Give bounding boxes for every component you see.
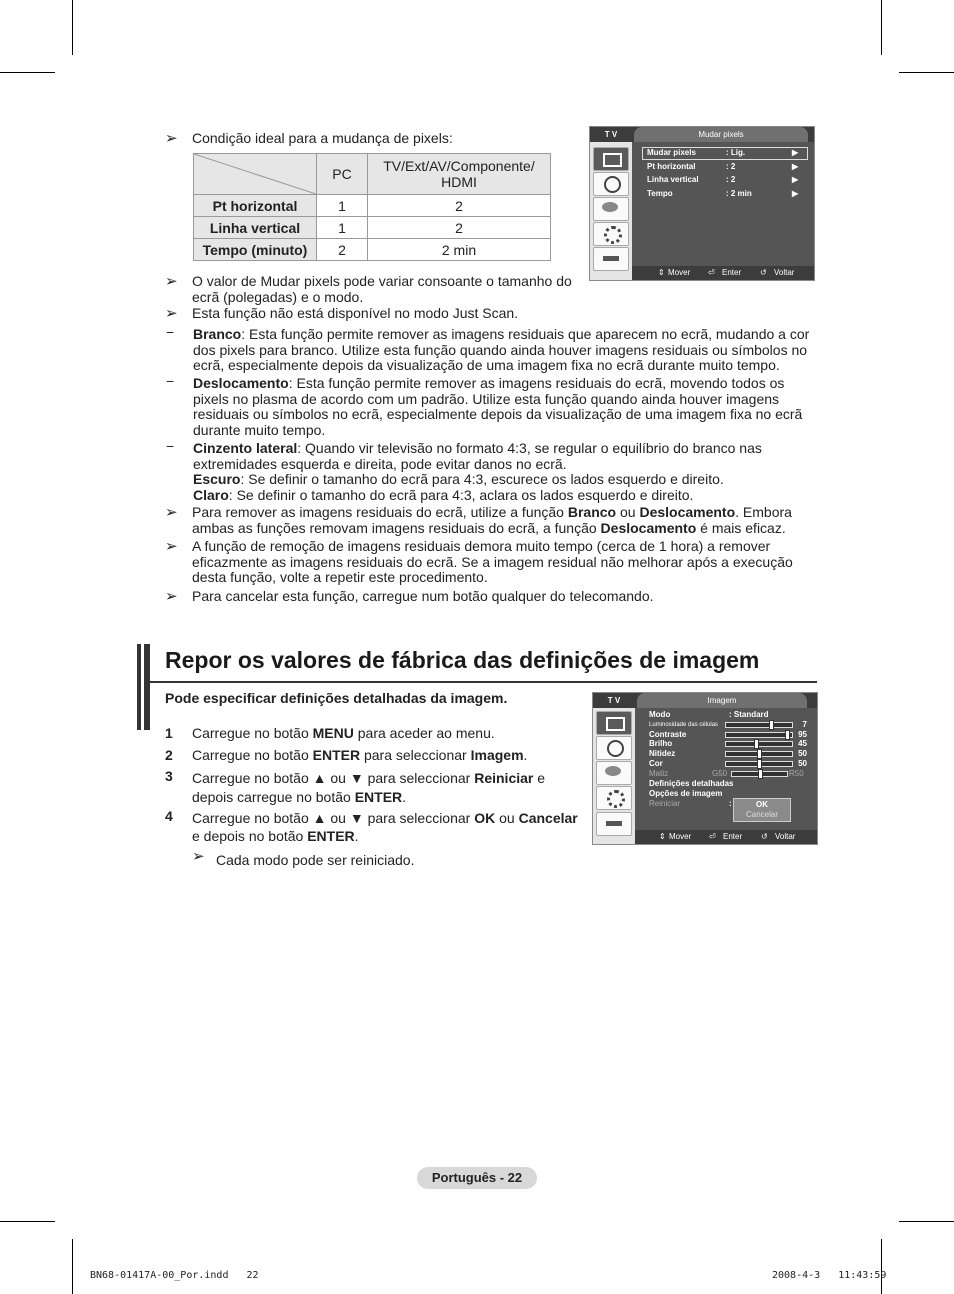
sound-icon[interactable]: [593, 172, 629, 196]
return-icon: ↺: [760, 268, 767, 277]
term: ENTER: [307, 828, 355, 844]
arrow-icon: ➢: [165, 273, 178, 290]
menu-title: Imagem: [637, 693, 807, 708]
enter-icon: ⏎: [709, 832, 716, 841]
page-number-badge: Português - 22: [417, 1167, 537, 1189]
text: para aceder ao menu.: [353, 725, 495, 741]
arrow-icon: ➢: [165, 130, 178, 147]
step-number: 2: [165, 747, 173, 763]
footer-enter: Enter: [722, 268, 742, 277]
table-header-tv: TV/Ext/AV/Componente/ HDMI: [368, 154, 551, 195]
row-label: Linha vertical: [194, 217, 317, 239]
move-icon: ⇕: [659, 832, 666, 841]
term: Imagem: [470, 747, 524, 763]
para-cinzento: [193, 441, 810, 503]
slug-file: BN68-01417A-00_Por.indd 22: [90, 1270, 259, 1281]
matiz-right: R50: [789, 769, 804, 778]
pixel-shift-table: [193, 153, 551, 261]
section-title: Repor os valores de fábrica das definições de imagem: [165, 647, 760, 673]
slider-track[interactable]: [725, 732, 793, 738]
crop-mark: [881, 0, 882, 55]
move-icon: ⇕: [658, 268, 665, 277]
cell-tv: 2 min: [368, 239, 551, 261]
sound-icon[interactable]: [596, 736, 632, 760]
text: Carregue no botão: [192, 747, 313, 763]
channel-icon[interactable]: [596, 761, 632, 785]
cell-tv: 2: [368, 195, 551, 217]
picture-icon[interactable]: [593, 147, 629, 171]
menu-row-label[interactable]: Pt horizontal: [647, 162, 696, 171]
slider-value: 45: [798, 739, 807, 748]
text: . Embora ambas as funções removam imagens residuais do ecrã, a função: [192, 504, 792, 536]
bullet-dash: −: [166, 324, 175, 340]
return-icon: ↺: [761, 832, 768, 841]
slider-track[interactable]: [725, 751, 793, 757]
menu-footer: [632, 266, 814, 280]
menu-row-value: : 2: [726, 162, 736, 171]
term: Deslocamento: [600, 519, 697, 536]
term-escuro: Escuro: [193, 471, 241, 487]
slug-date: 2008-4-3 11:43:59: [772, 1270, 887, 1281]
section-bar: [137, 644, 141, 730]
term: Reiniciar: [474, 770, 534, 786]
right-arrow-icon: ▶: [792, 189, 799, 198]
tip-reiniciado: Cada modo pode ser reiniciado.: [216, 852, 415, 868]
section-rule: [150, 681, 817, 683]
menu-row-value: : 2 min: [726, 189, 752, 198]
menu-row-value: : Lig.: [726, 148, 746, 157]
ok-option[interactable]: OK: [756, 800, 768, 809]
step-1: [192, 726, 582, 742]
menu-row-label[interactable]: Tempo: [647, 189, 673, 198]
footer-voltar: Voltar: [774, 268, 795, 277]
term: Branco: [567, 504, 617, 520]
menu-sidebar: [590, 142, 632, 280]
slider-track[interactable]: [725, 722, 793, 728]
text: Carregue no botão ▲ ou ▼ para seleccionar: [192, 810, 475, 826]
footer-mover: Mover: [669, 832, 692, 841]
menu-row-label[interactable]: Linha vertical: [647, 175, 699, 184]
text-branco: : Esta função permite remover as imagens residuais que aparecem no ecrã, mudando a cor dos pixels para branco. Utilize esta função quando ainda houver imagens residuais ou símbolos no ecrã, especialmente depois da visualização de uma imagem fixa no ecrã durante muito tempo.: [193, 326, 810, 373]
bullet-dash: −: [166, 438, 175, 454]
slider-knob[interactable]: [757, 749, 762, 759]
right-arrow-icon: ▶: [792, 162, 799, 171]
slider-value: 7: [802, 720, 807, 729]
text: Carregue no botão: [192, 725, 313, 741]
right-arrow-icon: ▶: [792, 175, 799, 184]
slider-value: 50: [798, 759, 807, 768]
term: Deslocamento: [639, 504, 736, 520]
step-number: 4: [165, 808, 173, 824]
term-deslocamento: Deslocamento: [193, 375, 289, 391]
input-icon[interactable]: [596, 812, 632, 836]
step-4: [192, 809, 587, 845]
menu-row-label[interactable]: Definições detalhadas: [649, 779, 734, 788]
slider-knob[interactable]: [757, 759, 762, 769]
slider-knob[interactable]: [754, 739, 759, 749]
slider-knob[interactable]: [785, 730, 790, 740]
menu-row-value: : 2: [726, 175, 736, 184]
crop-mark: [899, 1221, 954, 1222]
text: .: [402, 789, 407, 805]
menu-footer: [635, 830, 817, 844]
term-branco: Branco: [193, 326, 242, 342]
arrow-icon: ➢: [165, 538, 178, 555]
slider-label[interactable]: Nitidez: [649, 749, 676, 758]
slider-label[interactable]: Brilho: [649, 739, 673, 748]
text: Carregue no botão ▲ ou ▼ para seleccionar: [192, 770, 475, 786]
footer-enter: Enter: [723, 832, 743, 841]
footer-voltar: Voltar: [775, 832, 796, 841]
tip-remover: [192, 505, 812, 536]
tip-ideal: Condição ideal para a mudança de pixels:: [192, 130, 453, 146]
text-cinzento: : Quando vir televisão no formato 4:3, se regular o equilíbrio do branco nas extremidades esquerda e direita, pode evitar danos no ecrã.: [193, 440, 762, 472]
term: OK: [474, 810, 496, 826]
slider-track[interactable]: [725, 741, 793, 747]
step-number: 3: [165, 768, 173, 784]
modo-value: : Standard: [729, 710, 769, 719]
menu-main: [632, 142, 814, 266]
tv-menu-imagem: [592, 692, 818, 845]
input-icon[interactable]: [593, 247, 629, 271]
matiz-label[interactable]: Matiz: [649, 769, 669, 778]
matiz-track[interactable]: [731, 771, 788, 777]
text: é mais eficaz.: [696, 519, 786, 536]
slider-knob[interactable]: [769, 720, 774, 730]
row-label: Pt horizontal: [194, 195, 317, 217]
term: Cancelar: [518, 810, 578, 826]
bullet-dash: −: [166, 373, 175, 389]
term: ENTER: [312, 747, 361, 763]
arrow-icon: ➢: [165, 305, 178, 322]
matiz-left: G50: [712, 769, 728, 778]
right-arrow-icon: ▶: [792, 148, 799, 157]
arrow-icon: ➢: [192, 848, 205, 865]
modo-label[interactable]: Modo: [649, 710, 671, 719]
term-cinzento: Cinzento lateral: [193, 440, 298, 456]
slider-knob[interactable]: [758, 769, 763, 779]
diagonal-line: [194, 154, 316, 194]
table-row: [194, 195, 551, 217]
enter-icon: ⏎: [708, 268, 715, 277]
text: e depois no botão: [192, 828, 308, 844]
cell-tv: 2: [368, 217, 551, 239]
slider-track[interactable]: [725, 761, 793, 767]
table-header-pc: PC: [317, 154, 368, 195]
step-3: [192, 769, 567, 807]
menu-title: Mudar pixels: [634, 127, 808, 142]
slider-label[interactable]: Contraste: [649, 730, 687, 739]
text: e depois carregue no botão: [192, 770, 546, 805]
tv-menu-mudar-pixels: [589, 126, 815, 281]
menu-row-label[interactable]: Opções de imagem: [649, 789, 723, 798]
slider-value: 95: [798, 730, 807, 739]
arrow-icon: ➢: [165, 504, 178, 521]
setup-icon[interactable]: [593, 222, 629, 246]
cell-pc: 1: [317, 217, 368, 239]
term-claro: Claro: [193, 486, 229, 503]
text: ou: [495, 810, 519, 826]
slider-value: 50: [798, 749, 807, 758]
step-number: 1: [165, 725, 173, 741]
text-escuro: : Se definir o tamanho do ecrã para 4:3, escurece os lados esquerdo e direito.: [240, 471, 724, 487]
text: Para remover as imagens residuais do ecrã, utilize a função: [192, 504, 568, 520]
cell-pc: 2: [317, 239, 368, 261]
text: para seleccionar: [360, 747, 471, 763]
slider-label[interactable]: Luminosidade das células: [649, 722, 719, 728]
setup-icon[interactable]: [596, 786, 632, 810]
section-bar: [144, 644, 150, 730]
section-intro: Pode especificar definições detalhadas da imagem.: [165, 690, 508, 706]
text: ou: [616, 504, 640, 520]
table-row: [194, 239, 551, 261]
cancelar-option[interactable]: Cancelar: [745, 810, 778, 819]
tip-cancelar: Para cancelar esta função, carregue num botão qualquer do telecomando.: [192, 588, 654, 604]
table-row: [194, 217, 551, 239]
crop-mark: [0, 72, 55, 73]
crop-mark: [899, 72, 954, 73]
picture-icon[interactable]: [596, 711, 632, 735]
crop-mark: [881, 1239, 882, 1294]
tv-label: T V: [604, 130, 618, 139]
term: MENU: [312, 725, 354, 741]
text-deslocamento: : Esta função permite remover as imagens residuais do ecrã, movendo todos os pixels no plasma de acordo com um padrão. Utilize esta função quando ainda houver imagens residuais ou símbolos no ecrã, especialmente depois da visualização de uma imagem fixa no ecrã durante muito tempo.: [193, 375, 803, 438]
tip-just-scan: Esta função não está disponível no modo Just Scan.: [192, 305, 519, 321]
reset-popup: [733, 798, 791, 822]
menu-main: [635, 708, 817, 830]
para-branco: [193, 327, 810, 374]
cell-pc: 1: [317, 195, 368, 217]
table-corner: [194, 154, 317, 195]
text: .: [523, 747, 528, 763]
text: .: [354, 828, 359, 844]
channel-icon[interactable]: [593, 197, 629, 221]
arrow-icon: ➢: [165, 588, 178, 605]
step-2: [192, 748, 582, 764]
footer-mover: Mover: [668, 268, 691, 277]
tip-varia: O valor de Mudar pixels pode variar consoante o tamanho do ecrã (polegadas) e o modo.: [192, 273, 572, 305]
menu-sidebar: [593, 708, 635, 844]
row-label: Tempo (minuto): [194, 239, 317, 261]
crop-mark: [72, 0, 73, 55]
text-claro: : Se definir o tamanho do ecrã para 4:3, aclara os lados esquerdo e direito.: [228, 486, 694, 503]
crop-mark: [72, 1239, 73, 1294]
para-deslocamento: [193, 376, 810, 438]
crop-mark: [0, 1221, 55, 1222]
menu-row-label[interactable]: Mudar pixels: [647, 148, 696, 157]
menu-row-colon: :: [729, 799, 732, 808]
term: ENTER: [354, 789, 403, 805]
menu-row-label[interactable]: Reiniciar: [649, 799, 681, 808]
tv-label: T V: [607, 696, 621, 705]
slider-label[interactable]: Cor: [649, 759, 663, 768]
tip-demora: A função de remoção de imagens residuais demora muito tempo (cerca de 1 hora) a remover eficazmente as imagens residuais do ecrã. Se a imagem residual não melhorar após a execução desta função, volte a repetir este procedimento.: [192, 538, 793, 585]
